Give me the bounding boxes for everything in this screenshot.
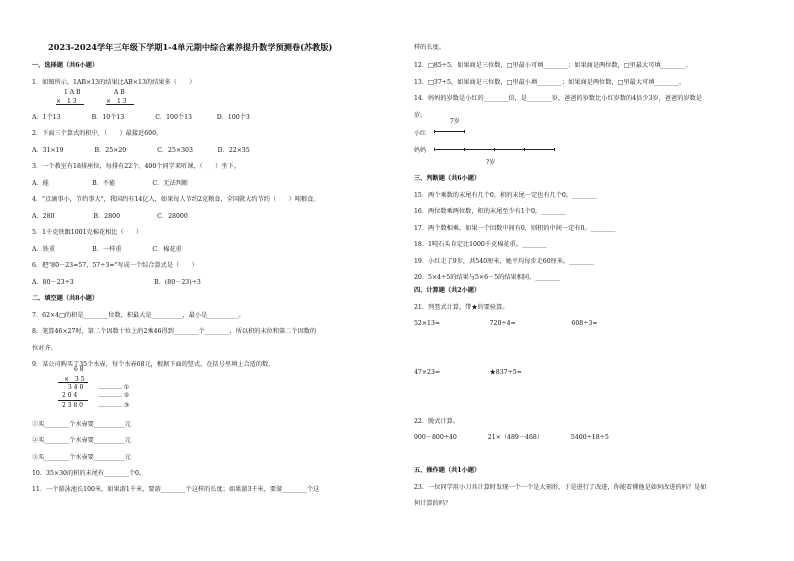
q1-multiplier: × 1 3 [56, 98, 77, 105]
q9-multiplicand: 6 8 [74, 366, 84, 373]
question-line: A．31×19 B．25×20 C．25×303 D．22×35 [32, 147, 250, 154]
question-line: 22．脱式计算。 [414, 418, 459, 425]
question-line: 11．一个游泳池长100米，如果游1千米，要游________个这样的长度；如果游3千米，要游________个这 [32, 486, 320, 493]
q14-line-diagram [414, 116, 574, 168]
question-line: A．80－23÷3 B．(80－23)÷3 [32, 279, 201, 286]
question-line: 2．下面三个算式的积中，（ ）最接近600。 [32, 130, 163, 137]
question-line: 岁。 [414, 112, 427, 119]
question-line: 何计算的吗？ [414, 500, 452, 507]
q1-multiplier-2: × 1 3 [106, 98, 127, 105]
question-line: A．铁重 B．一样重 C．棉花重 [32, 246, 182, 253]
q14-xiaohong-label: 小红 [414, 130, 427, 137]
q9-result: 2 3 8 0 [62, 402, 83, 409]
question-line: 4．"点滴事小，节约事大"，我国约有14亿人，如果每人节约2克粮食，全国就大约节约（ ）吨粮食。 [32, 196, 320, 203]
question-line: 1．如图所示，1AB×13的结果比AB×13的结果多（ ） [32, 79, 196, 86]
section-heading: 二、填空题（共8小题） [32, 295, 99, 302]
question-line: 13．□37÷5，如果商是三位数，□里最小填________；如果商是两位数，□里最大可填________。 [414, 79, 686, 86]
question-line: 5．1千克铁跟1001克棉花相比（ ） [32, 229, 143, 236]
question-line: 7．62×4□的积是________位数，积最大是__________，最小是__________。 [32, 312, 245, 319]
q9-partial-2: 2 0 4 [62, 392, 78, 399]
question-line: 8．笔算46×27时，第二个因数十位上的2乘46得到________个________，所以积的末位和第二个因数的 [32, 328, 317, 335]
q1-top-number: 1 A B [64, 89, 81, 96]
q14-mama-label: 妈妈 [414, 147, 427, 154]
question-line: A．能 B．不能 C．无法判断 [32, 180, 189, 187]
q14-label-7: 7岁 [450, 118, 460, 125]
q1-figure [50, 89, 170, 111]
question-line: 位对齐。 [32, 345, 57, 352]
question-line: 52×13= 720÷4= 608÷3= [414, 320, 598, 327]
xiaohong-segment [434, 131, 464, 132]
question-line: ②买________个水壶要__________元 [32, 437, 131, 444]
q9-multiplier: × 3 5 [64, 376, 85, 383]
question-line: 3．一个教室有18排座位，每排有22个。400个同学来听课，（ ）坐下。 [32, 163, 240, 170]
section-heading: 四、计算题（共2小题） [414, 287, 481, 294]
question-line: 23．一位同学用小刀具计算时发现一个一个是大刻形，于是进行了改进，你能看懂他是如何改进的吗？是如 [414, 484, 707, 491]
question-line: 15．两个乘数的末尾有几个0，积的末尾一定也有几个0。________ [414, 192, 597, 199]
section-heading: 一、选择题（共6小题） [32, 62, 99, 69]
q9-partial-2-note: ………… ② [98, 392, 130, 399]
question-line: 9．某公司购买了35个水壶，每个水壶68元，根据下面的竖式，在括号里填上合适的数。 [32, 361, 275, 368]
question-line: 19．小红走了9步，共540厘米，她平均每步走60厘米。________ [414, 258, 594, 265]
question-line: ③买________个水壶要__________元 [32, 454, 131, 461]
question-line: 900－800÷40 21×（489－468） 5400÷18÷5 [414, 434, 609, 441]
question-line: 18．1吨石头肯定比1000千克棉花重。________ [414, 241, 547, 248]
q9-result-note: ………… ③ [98, 402, 130, 409]
question-line: A．1个13 B．10个13 C．100个13 D．100个3 [32, 114, 250, 121]
question-line: 样的长度。 [414, 44, 445, 51]
question-line: 47×23= ★837÷5= [414, 369, 522, 376]
question-line: 6．把"80－23=57，57÷3="写成一个综合算式是（ ） [32, 262, 198, 269]
question-line: 20．5×4÷5的结果与5×6－5的结果相同。________ [414, 274, 561, 281]
question-line: 17．两个数相乘，如果一个因数中间有0，则积的中间一定有0。________ [414, 225, 616, 232]
question-line: 14．妈妈的岁数是小红的________倍，是________岁，爸爸的岁数比小红岁数的4倍少3岁，爸爸的岁数是 [414, 95, 702, 102]
question-line: 16．两位数乘两位数，积的末尾至少有1个0。________ [414, 208, 566, 215]
q1-top-number-2: A B [114, 89, 125, 96]
question-line: 21．列竖式计算，带★的要验算。 [414, 304, 509, 311]
question-line: A．280 B．2800 C．28000 [32, 213, 188, 220]
section-heading: 五、操作题（共1小题） [414, 467, 481, 474]
question-line: 12．□85÷5，如果商是三位数，□里最小可填________；如果商是两位数，□里最大可填________。 [414, 62, 692, 69]
q14-label-unknown: ?岁 [486, 159, 496, 166]
question-line: ①买________个水壶要__________元 [32, 421, 131, 428]
page-title: 2023-2024学年三年级下学期1-4单元期中综合素养提升数学预测卷(苏教版) [48, 42, 333, 52]
question-line: 10．35×30的积的末尾有________个0。 [32, 470, 146, 477]
q9-partial-1-note: ………… ① [98, 384, 130, 391]
q9-partial-1: 3 4 0 [68, 384, 84, 391]
q9-vertical-multiplication [50, 366, 190, 416]
section-heading: 三、判断题（共6小题） [414, 175, 481, 182]
